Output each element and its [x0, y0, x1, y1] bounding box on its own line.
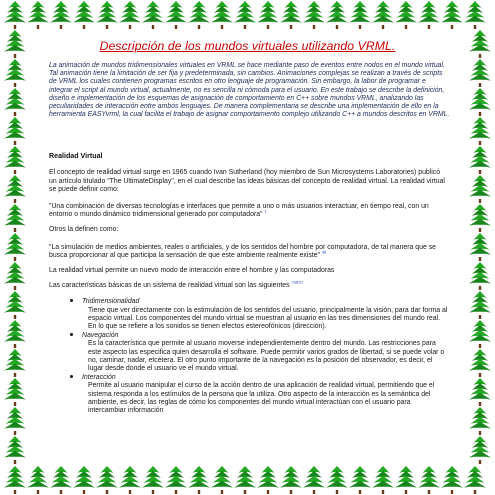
tree-border-right: [465, 30, 495, 465]
tree-icon: [27, 1, 49, 29]
list-item-term: Tridimensionalidad: [82, 298, 140, 306]
section-heading: Realidad Virtual: [49, 152, 103, 161]
tree-icon: [96, 466, 118, 494]
bullet-icon: [70, 333, 73, 336]
tree-icon: [50, 466, 72, 494]
others-define: Otros la definen como:: [49, 226, 119, 234]
tree-icon: [4, 291, 26, 319]
list-item: [82, 332, 449, 373]
tree-icon: [469, 146, 491, 174]
quote-1-ref-link[interactable]: 1: [264, 208, 267, 214]
tree-icon: [4, 117, 26, 145]
new-model-paragraph: La realidad virtual permite un nuevo modo de interacción entre el hombre y las computadoras: [49, 267, 335, 275]
tree-border-left: [0, 30, 30, 465]
abstract-paragraph: La animación de mundos tridimensionales virtuales en VRML se hace mediante paso de eventos entre nodos en el mundo virtual. Tal animación tiene la limitación de ser fija y predeterminada, sin cambios. Animaciones complejas se realizan a través de scripts de VRML los cuales contienen programas escritos en otro lenguaje de programación. Sin embargo, la labor de programar e integrar el script al mundo virtual, actualmente, no es sencilla ni cómoda para el usuario. En este trabajo se describe la definición, diseño e implementación de los esquemas de asignación de comportamiento en C++ sobre mundos VRML, analizando las peculiaridades de interacción entre ambos lenguajes. De manera complementaria se describe una implementación de ello en la herramienta EASYvrml, la cual facilita el trabajo de asignar comportamiento complejo utilizando C++ a mundos descritos en VRML.: [49, 62, 450, 119]
tree-border-bottom: [0, 465, 495, 495]
tree-icon: [469, 349, 491, 377]
tree-icon: [469, 88, 491, 116]
bullet-icon: [70, 299, 73, 302]
tree-icon: [4, 262, 26, 290]
tree-icon: [372, 1, 394, 29]
tree-icon: [349, 1, 371, 29]
tree-icon: [188, 1, 210, 29]
tree-icon: [469, 407, 491, 435]
bullet-icon: [70, 375, 73, 378]
list-item-desc: Es la característica que permite al usuario moverse independientemente dentro del mundo. Las restricciones para este aspecto las especifica quien desarrolla el software. Puede permitir varios grados de libertad, si se puede volar o no, caminar, nadar, etcétera. El otro punto importante de la navegación es la posición del observador, es decir, el lugar desde donde el usuario ve el mundo virtual.: [88, 340, 445, 373]
tree-icon: [469, 320, 491, 348]
tree-border-top: [0, 0, 495, 30]
quote-2: [49, 244, 449, 260]
tree-icon: [50, 1, 72, 29]
tree-icon: [142, 1, 164, 29]
tree-icon: [234, 466, 256, 494]
tree-icon: [418, 1, 440, 29]
document-page: [40, 36, 455, 460]
characteristics-paragraph: [49, 279, 449, 290]
tree-icon: [27, 466, 49, 494]
list-item: [82, 374, 449, 415]
tree-icon: [73, 1, 95, 29]
tree-icon: [4, 175, 26, 203]
tree-icon: [469, 291, 491, 319]
tree-icon: [395, 1, 417, 29]
characteristics-ref-link[interactable]: 7a810: [291, 279, 303, 285]
tree-icon: [4, 407, 26, 435]
tree-icon: [4, 1, 26, 29]
tree-icon: [211, 466, 233, 494]
list-item-term: Interacción: [82, 374, 116, 382]
tree-icon: [441, 1, 463, 29]
tree-icon: [418, 466, 440, 494]
tree-icon: [4, 436, 26, 464]
tree-icon: [4, 59, 26, 87]
tree-col-right: [465, 30, 495, 465]
list-item: [82, 298, 449, 331]
tree-icon: [4, 466, 26, 494]
quote-1-text: "Una combinación de diversas tecnologías e interfaces que permite a uno o más usuarios interactuar, en tiempo real, con un entorno o mundo dinámico tridimensional generado por computadora": [49, 203, 429, 219]
tree-icon: [469, 204, 491, 232]
tree-icon: [280, 466, 302, 494]
tree-icon: [96, 1, 118, 29]
quote-2-text: "La simulación de medios ambientes, reales o artificiales, y de los sentidos del hombre por computadora, de tal manera que se busca proporcionar al que participa la sensación de que este ambiente realmente existe": [49, 243, 436, 259]
tree-icon: [464, 466, 486, 494]
tree-icon: [4, 349, 26, 377]
list-item-term: Navegación: [82, 332, 119, 340]
tree-row-bottom: [0, 465, 495, 495]
tree-icon: [469, 30, 491, 58]
document-title: Descripción de los mundos virtuales utilizando VRML.: [99, 39, 396, 53]
tree-icon: [469, 117, 491, 145]
tree-icon: [469, 436, 491, 464]
tree-icon: [165, 466, 187, 494]
characteristics-list: [40, 298, 449, 415]
list-item-desc: Permite al usuario manipular el curso de la acción dentro de una aplicación de realidad virtual, permitiendo que el sistema responda a los estímulos de la persona que la utiliza. Otro aspecto de la interacción es la semántica del ambiente, es decir, las reglas de cómo los componentes del mundo virtual interactúan con el usuario para intercambiar información: [88, 382, 435, 415]
tree-icon: [464, 1, 486, 29]
tree-icon: [73, 466, 95, 494]
quote-1: [49, 203, 449, 219]
tree-icon: [4, 88, 26, 116]
tree-icon: [469, 262, 491, 290]
tree-icon: [4, 378, 26, 406]
tree-icon: [119, 466, 141, 494]
tree-icon: [4, 204, 26, 232]
intro-paragraph: El concepto de realidad virtual surge en 1965 cuando Ivan Sutherland (hoy miembro de Sun Microsystems Laboratories) publicó un artículo titulado "The UltimateDisplay", en el cual describe las ideas básicas del concepto de realidad virtual. La realidad virtual se puede definir como:: [49, 169, 445, 193]
tree-icon: [303, 466, 325, 494]
tree-icon: [234, 1, 256, 29]
tree-icon: [211, 1, 233, 29]
tree-icon: [326, 1, 348, 29]
tree-icon: [372, 466, 394, 494]
tree-icon: [395, 466, 417, 494]
tree-icon: [469, 175, 491, 203]
tree-icon: [257, 466, 279, 494]
tree-col-left: [0, 30, 30, 465]
tree-icon: [469, 59, 491, 87]
tree-icon: [303, 1, 325, 29]
tree-icon: [4, 233, 26, 261]
tree-icon: [349, 466, 371, 494]
quote-2-ref-link[interactable]: 36: [321, 249, 327, 255]
tree-row-top: [0, 0, 495, 30]
tree-icon: [4, 146, 26, 174]
tree-icon: [4, 30, 26, 58]
tree-icon: [257, 1, 279, 29]
tree-icon: [326, 466, 348, 494]
tree-icon: [280, 1, 302, 29]
tree-icon: [469, 378, 491, 406]
tree-icon: [119, 1, 141, 29]
tree-icon: [441, 466, 463, 494]
tree-icon: [165, 1, 187, 29]
tree-icon: [469, 233, 491, 261]
tree-icon: [188, 466, 210, 494]
list-item-desc: Tiene que ver directamente con la estimulación de los sentidos del usuario, principalmente la visión, para dar forma al espacio virtual. Los componentes del mundo virtual se muestran al usuario en las tres dimensiones del mundo real. En lo que se refiere a los sonidos se tienen efectos estereofónicos (dirección).: [88, 306, 448, 331]
tree-icon: [4, 320, 26, 348]
tree-icon: [142, 466, 164, 494]
characteristics-text: Las características básicas de un sistema de realidad virtual son las siguientes: [49, 282, 290, 290]
